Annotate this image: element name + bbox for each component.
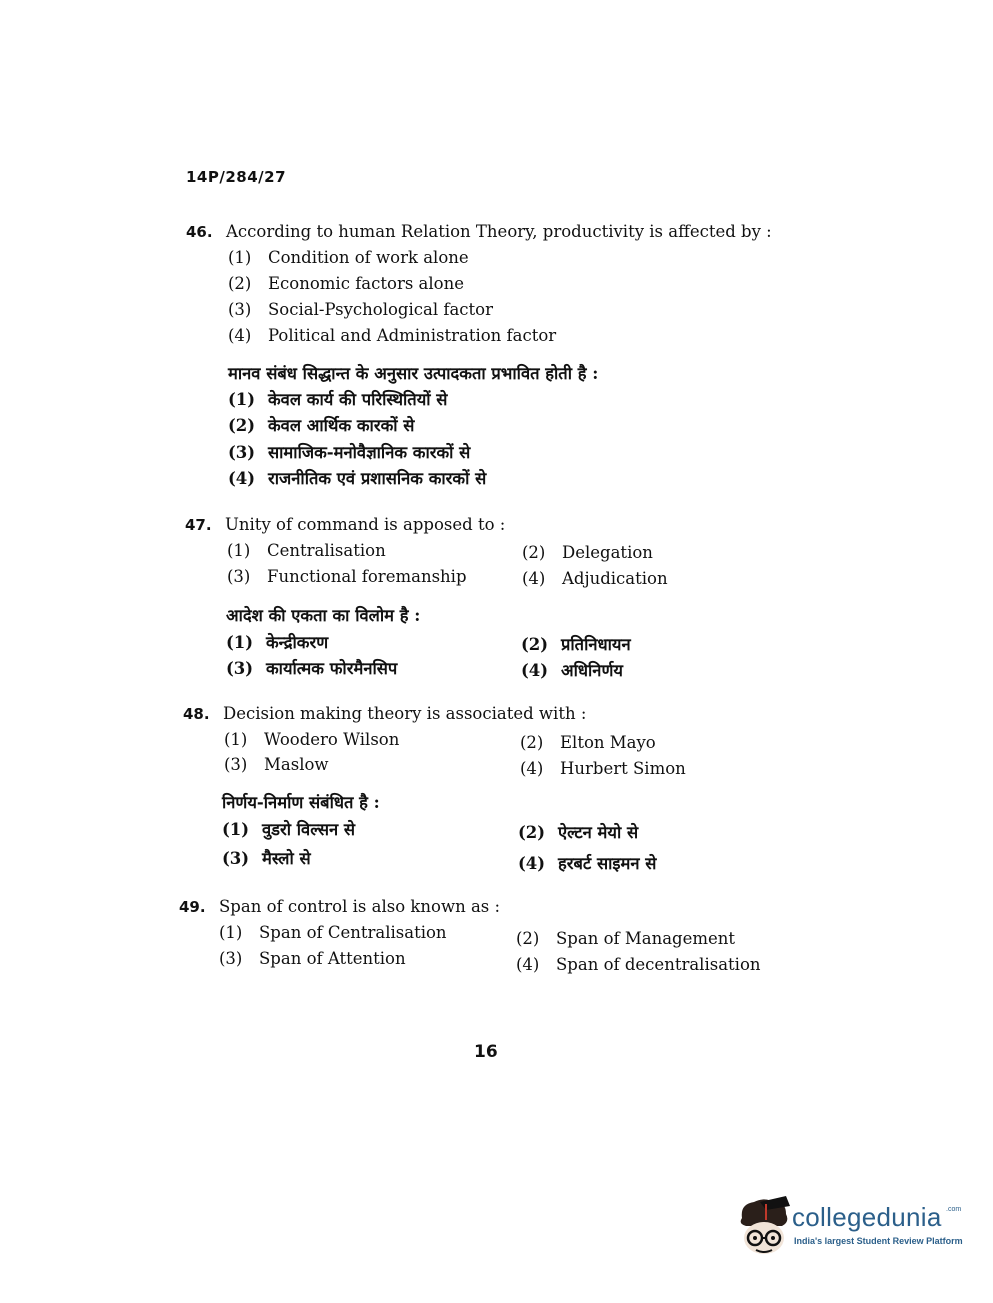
question-number: 46. [186, 223, 213, 241]
option-4-hindi [228, 466, 486, 489]
option-text: Woodero Wilson [264, 730, 400, 749]
option-text: Economic factors alone [268, 274, 464, 293]
option-number: (4) [521, 661, 549, 680]
option-text: Condition of work alone [268, 248, 469, 267]
option-3-hindi [228, 440, 470, 463]
option-1-hindi [228, 387, 447, 410]
option-number: (3) [227, 567, 251, 586]
option-4 [516, 955, 761, 974]
option-number: (2) [228, 274, 252, 293]
option-text: Centralisation [267, 541, 386, 560]
option-number: (3) [224, 755, 248, 774]
mascot-icon [736, 1196, 792, 1266]
logo-suffix: .com [946, 1206, 962, 1213]
option-1 [224, 730, 399, 749]
option-number: (4) [518, 854, 546, 873]
option-3 [224, 755, 329, 774]
question-47 [185, 515, 505, 534]
option-number: (4) [516, 955, 540, 974]
option-number: (1) [227, 541, 251, 560]
option-number: (2) [228, 416, 256, 435]
page-code: 14P/284/27 [186, 168, 287, 186]
option-text: प्रतिनिधायन [561, 635, 631, 654]
option-text: अधिनिर्णय [561, 661, 623, 680]
question-text: Decision making theory is associated with : [223, 704, 587, 723]
question-49 [179, 897, 500, 916]
question-text: Unity of command is apposed to : [225, 515, 506, 534]
option-text: Span of Management [556, 929, 736, 948]
option-4 [522, 569, 668, 588]
option-text: वुडरो विल्सन से [262, 820, 356, 839]
logo-tagline: India's largest Student Review Platform [794, 1236, 963, 1246]
option-2-hindi [228, 413, 414, 436]
option-text: Hurbert Simon [560, 759, 686, 778]
option-text: ऐल्टन मेयो से [558, 823, 639, 842]
question-text-hindi: मानव संबंध सिद्धान्त के अनुसार उत्पादकता प्रभावित होती है : [228, 364, 599, 383]
option-text: मैस्लो से [262, 849, 311, 868]
option-1-hindi [226, 630, 328, 653]
question-48 [183, 704, 586, 723]
option-text: राजनीतिक एवं प्रशासनिक कारकों से [268, 469, 487, 488]
option-number: (4) [228, 326, 252, 345]
option-text: Functional foremanship [267, 567, 467, 586]
option-text: Adjudication [562, 569, 668, 588]
option-number: (1) [226, 633, 254, 652]
option-number: (1) [228, 248, 252, 267]
option-2 [522, 543, 653, 562]
option-2 [228, 274, 464, 293]
option-4-hindi [521, 658, 623, 681]
option-text: सामाजिक-मनोवैज्ञानिक कारकों से [268, 443, 471, 462]
option-1 [219, 923, 447, 942]
option-1 [228, 248, 469, 267]
option-3 [227, 567, 467, 586]
question-46 [186, 222, 772, 241]
option-number: (3) [226, 659, 254, 678]
option-number: (2) [520, 733, 544, 752]
option-1 [227, 541, 386, 560]
question-text: Span of control is also known as : [219, 897, 501, 916]
option-number: (2) [518, 823, 546, 842]
option-text: Social-Psychological factor [268, 300, 493, 319]
question-text: According to human Relation Theory, productivity is affected by : [226, 222, 772, 241]
option-3 [228, 300, 493, 319]
question-number: 47. [185, 516, 212, 534]
option-text: हरबर्ट साइमन से [558, 854, 657, 873]
collegedunia-logo[interactable] [736, 1196, 966, 1266]
question-number: 48. [183, 705, 210, 723]
option-text: केन्द्रीकरण [266, 633, 329, 652]
option-number: (1) [228, 390, 256, 409]
option-4 [520, 759, 686, 778]
option-3-hindi [222, 846, 311, 869]
option-2-hindi [518, 820, 638, 843]
logo-name: collegedunia [792, 1202, 942, 1232]
option-text: Maslow [264, 755, 329, 774]
option-text: Span of Centralisation [259, 923, 447, 942]
question-number: 49. [179, 898, 206, 916]
option-number: (3) [219, 949, 243, 968]
option-text: Span of Attention [259, 949, 406, 968]
question-text-hindi: आदेश की एकता का विलोम है : [226, 606, 421, 625]
option-number: (3) [228, 443, 256, 462]
page-number: 16 [474, 1042, 498, 1062]
option-number: (2) [516, 929, 540, 948]
option-text: केवल कार्य की परिस्थितियों से [268, 390, 448, 409]
option-number: (1) [224, 730, 248, 749]
option-4-hindi [518, 851, 656, 874]
option-text: Delegation [562, 543, 653, 562]
option-4 [228, 326, 556, 345]
option-number: (1) [219, 923, 243, 942]
option-3 [219, 949, 406, 968]
option-text: Elton Mayo [560, 733, 656, 752]
option-2-hindi [521, 632, 631, 655]
question-text-hindi: निर्णय-निर्माण संबंधित है : [222, 793, 380, 812]
option-number: (2) [522, 543, 546, 562]
option-number: (4) [228, 469, 256, 488]
option-text: Political and Administration factor [268, 326, 557, 345]
option-text: Span of decentralisation [556, 955, 761, 974]
option-1-hindi [222, 817, 355, 840]
option-2 [516, 929, 735, 948]
option-number: (3) [228, 300, 252, 319]
option-number: (3) [222, 849, 250, 868]
option-3-hindi [226, 656, 397, 679]
option-number: (2) [521, 635, 549, 654]
option-2 [520, 733, 656, 752]
option-number: (4) [522, 569, 546, 588]
option-number: (4) [520, 759, 544, 778]
option-text: कार्यात्मक फोरमैनसिप [266, 659, 398, 678]
option-number: (1) [222, 820, 250, 839]
option-text: केवल आर्थिक कारकों से [268, 416, 415, 435]
